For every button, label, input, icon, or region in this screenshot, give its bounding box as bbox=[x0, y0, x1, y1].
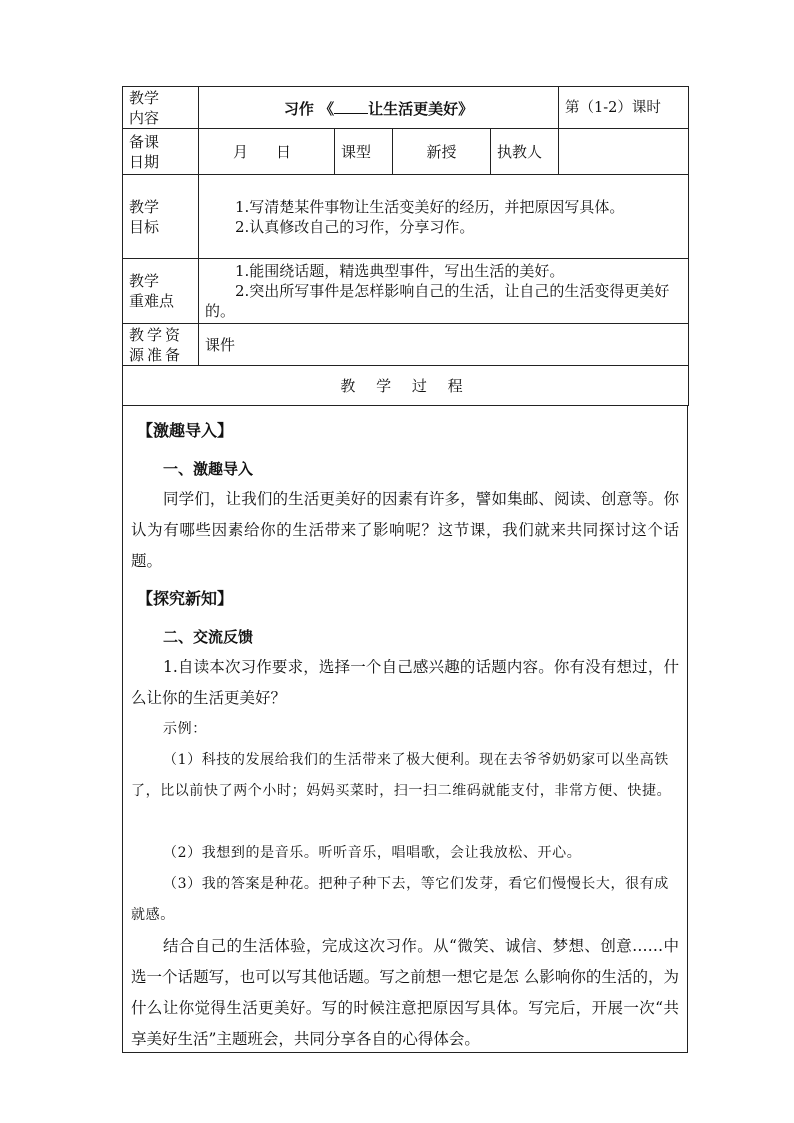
goal-item: 1.写清楚某件事物让生活变美好的经历，并把原因写具体。 bbox=[235, 197, 625, 216]
title-blank bbox=[334, 97, 368, 114]
lesson-plan-sheet bbox=[122, 86, 688, 1053]
day-label: 日 bbox=[276, 143, 292, 161]
resource-value: 课件 bbox=[199, 324, 689, 366]
section-title-explore: 【探究新知】 bbox=[137, 589, 234, 608]
type-value: 新授 bbox=[393, 129, 491, 175]
subsection-title-feedback: 二、交流反馈 bbox=[163, 628, 254, 646]
key-point-item: 1.能围绕话题，精选典型事件，写出生活的美好。 bbox=[235, 262, 565, 280]
lesson-title bbox=[199, 87, 559, 129]
goals-cell bbox=[199, 175, 689, 259]
period-cell: 第（1-2）课时 bbox=[559, 87, 689, 129]
title-suffix: 让生活更美好》 bbox=[368, 99, 474, 118]
title-prefix: 习作 《 bbox=[283, 99, 335, 118]
teacher-value bbox=[559, 129, 689, 175]
goal-item: 2.认真修改自己的习作，分享习作。 bbox=[235, 217, 475, 236]
process-heading: 教 学 过 程 bbox=[123, 366, 689, 406]
date-value bbox=[199, 129, 335, 175]
feedback-paragraph: 1.自读本次习作要求，选择一个自己感兴趣的话题内容。你有没有想过，什么让你的生活更美好？ bbox=[131, 658, 679, 707]
closing-paragraph: 结合自己的生活体验，完成这次习作。从“微笑、诚信、梦想、创意……中选一个话题写，也可以写其他话题。写之前想一想它是怎 么影响你的生活的，为什么让你觉得生活更美好。写的时候注意把原因写具体。写完后，开展一次“共享美好生活”主题班会，共同分享各自的心得体会。 bbox=[131, 937, 679, 1048]
content-label: 教学 内容 bbox=[123, 87, 199, 129]
date-label: 备课 日期 bbox=[123, 129, 199, 175]
process-body bbox=[122, 406, 688, 1053]
example-item: （3）我的答案是种花。把种子种下去，等它们发芽，看它们慢慢长大，很有成就感。 bbox=[131, 876, 669, 923]
lesson-header-table bbox=[122, 86, 689, 406]
example-item: （1）科技的发展给我们的生活带来了极大便利。现在去爷爷奶奶家可以坐高铁了，比以前快了两个小时；妈妈买菜时，扫一扫二维码就能支付，非常方便、快捷。 bbox=[131, 752, 672, 799]
goals-label: 教学 目标 bbox=[123, 175, 199, 259]
example-item: （2）我想到的是音乐。听听音乐，唱唱歌，会让我放松、开心。 bbox=[163, 845, 582, 861]
subsection-title-intro: 一、激趣导入 bbox=[163, 460, 254, 478]
key-point-item: 2.突出所写事件是怎样影响自己的生活，让自己的生活变得更美好的。 bbox=[205, 282, 670, 320]
resource-label: 教学资 源准备 bbox=[123, 324, 199, 366]
intro-paragraph: 同学们，让我们的生活更美好的因素有许多，譬如集邮、阅读、创意等。你认为有哪些因素给你的生活带来了影响呢？这节课，我们就来共同探讨这个话题。 bbox=[131, 490, 679, 570]
key-points-cell bbox=[199, 259, 689, 324]
key-points-label: 教学 重难点 bbox=[123, 259, 199, 324]
teacher-label: 执教人 bbox=[491, 129, 559, 175]
type-label: 课型 bbox=[335, 129, 393, 175]
section-title-intro: 【激趣导入】 bbox=[137, 421, 234, 440]
month-label: 月 bbox=[233, 143, 249, 161]
example-label: 示例： bbox=[163, 721, 207, 737]
